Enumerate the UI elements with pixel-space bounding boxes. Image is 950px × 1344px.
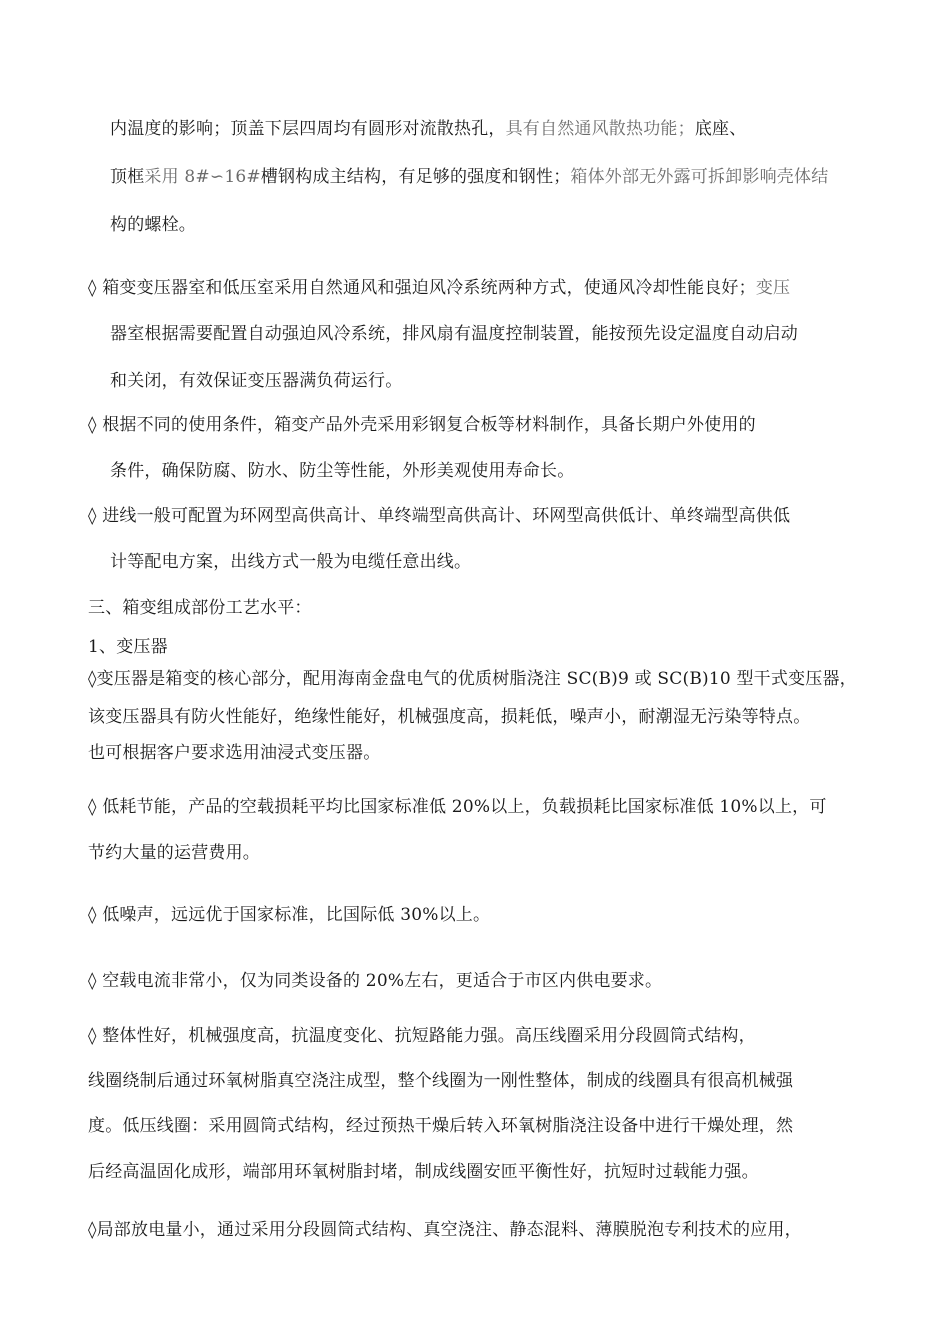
text-span: 线圈绕制后通过环氧树脂真空浇注成型，整个线圈为一刚性整体，制成的线圈具有很高机械强 [88,1071,794,1091]
text-span: 计等配电方案，出线方式一般为电缆任意出线。 [110,552,472,572]
text-line [110,165,828,189]
text-line [88,969,662,993]
text-span: 变压 [755,278,791,298]
text-span: 底座、 [694,119,747,139]
text-line [88,795,827,819]
text-span: ◊ 整体性好，机械强度高，抗温度变化、抗短路能力强。高压线圈采用分段圆筒式结构， [88,1026,756,1046]
text-line [88,841,260,865]
text-line [88,1114,793,1138]
text-line [110,213,196,237]
subsection-heading [88,635,168,659]
text-span: 后经高温固化成形，端部用环氧树脂封堵，制成线圈安匝平衡性好，抗短时过载能力强。 [88,1162,759,1182]
text-span: 内温度的影响；顶盖下层四周均有圆形对流散热孔， [110,119,506,139]
text-line [88,276,790,300]
text-span: 器室根据需要配置自动强迫风冷系统，排风扇有温度控制装置，能按预先设定温度自动启动 [110,324,798,344]
text-span: ◊局部放电量小，通过采用分段圆筒式结构、真空浇注、静态混料、薄膜脱泡专利技术的应用， [88,1220,802,1240]
text-span: 采用 8#∽16# [144,167,261,187]
text-line [110,117,746,141]
text-span: ◊ 空载电流非常小，仅为同类设备的 20%左右，更适合于市区内供电要求。 [88,971,663,991]
text-span: ◊ 箱变变压器室和低压室采用自然通风和强迫风冷系统两种方式，使通风冷却性能良好； [88,278,756,298]
text-span: 节约大量的运营费用。 [88,843,260,863]
text-span: 具有自然通风散热功能； [505,119,695,139]
text-span: 1、变压器 [88,637,168,657]
section-heading [88,596,312,620]
text-line [88,1218,802,1242]
text-line [88,1160,759,1184]
text-line [110,550,471,574]
text-line [88,667,857,691]
text-line [88,504,790,528]
text-span: 也可根据客户要求选用油浸式变压器。 [88,743,381,763]
text-span: ◊ 根据不同的使用条件，箱变产品外壳采用彩钢复合板等材料制作，具备长期户外使用的 [88,415,756,435]
text-span: 构的螺栓。 [110,215,196,235]
text-span: ◊ 进线一般可配置为环网型高供高计、单终端型高供高计、环网型高供低计、单终端型高供低 [88,506,791,526]
text-line [88,413,756,437]
text-span: 度。低压线圈：采用圆筒式结构，经过预热干燥后转入环氧树脂浇注设备中进行干燥处理，然 [88,1116,794,1136]
text-span: 箱体外部无外露可拆卸影响壳体结 [570,167,829,187]
text-span: ◊ 低耗节能，产品的空载损耗平均比国家标准低 20%以上，负载损耗比国家标准低 10%以上，可 [88,797,827,817]
text-line [88,741,380,765]
text-line [110,322,798,346]
text-line [88,1069,793,1093]
text-line [88,705,810,729]
text-span: 三、箱变组成部份工艺水平： [88,598,312,618]
text-line [88,1024,756,1048]
text-span: ◊变压器是箱变的核心部分，配用海南金盘电气的优质树脂浇注 SC(B)9 或 SC(B)10 型干式变压器， [88,669,857,689]
text-span: 顶框 [110,167,145,187]
text-line [110,459,574,483]
text-span: 槽钢构成主结构，有足够的强度和钢性； [260,167,571,187]
text-span: 和关闭，有效保证变压器满负荷运行。 [110,371,403,391]
text-span: 条件，确保防腐、防水、防尘等性能，外形美观使用寿命长。 [110,461,575,481]
text-line [88,903,490,927]
text-span: ◊ 低噪声，远远优于国家标准，比国际低 30%以上。 [88,905,491,925]
text-span: 该变压器具有防火性能好，绝缘性能好，机械强度高，损耗低，噪声小，耐潮湿无污染等特点。 [88,707,811,727]
text-line [110,369,402,393]
